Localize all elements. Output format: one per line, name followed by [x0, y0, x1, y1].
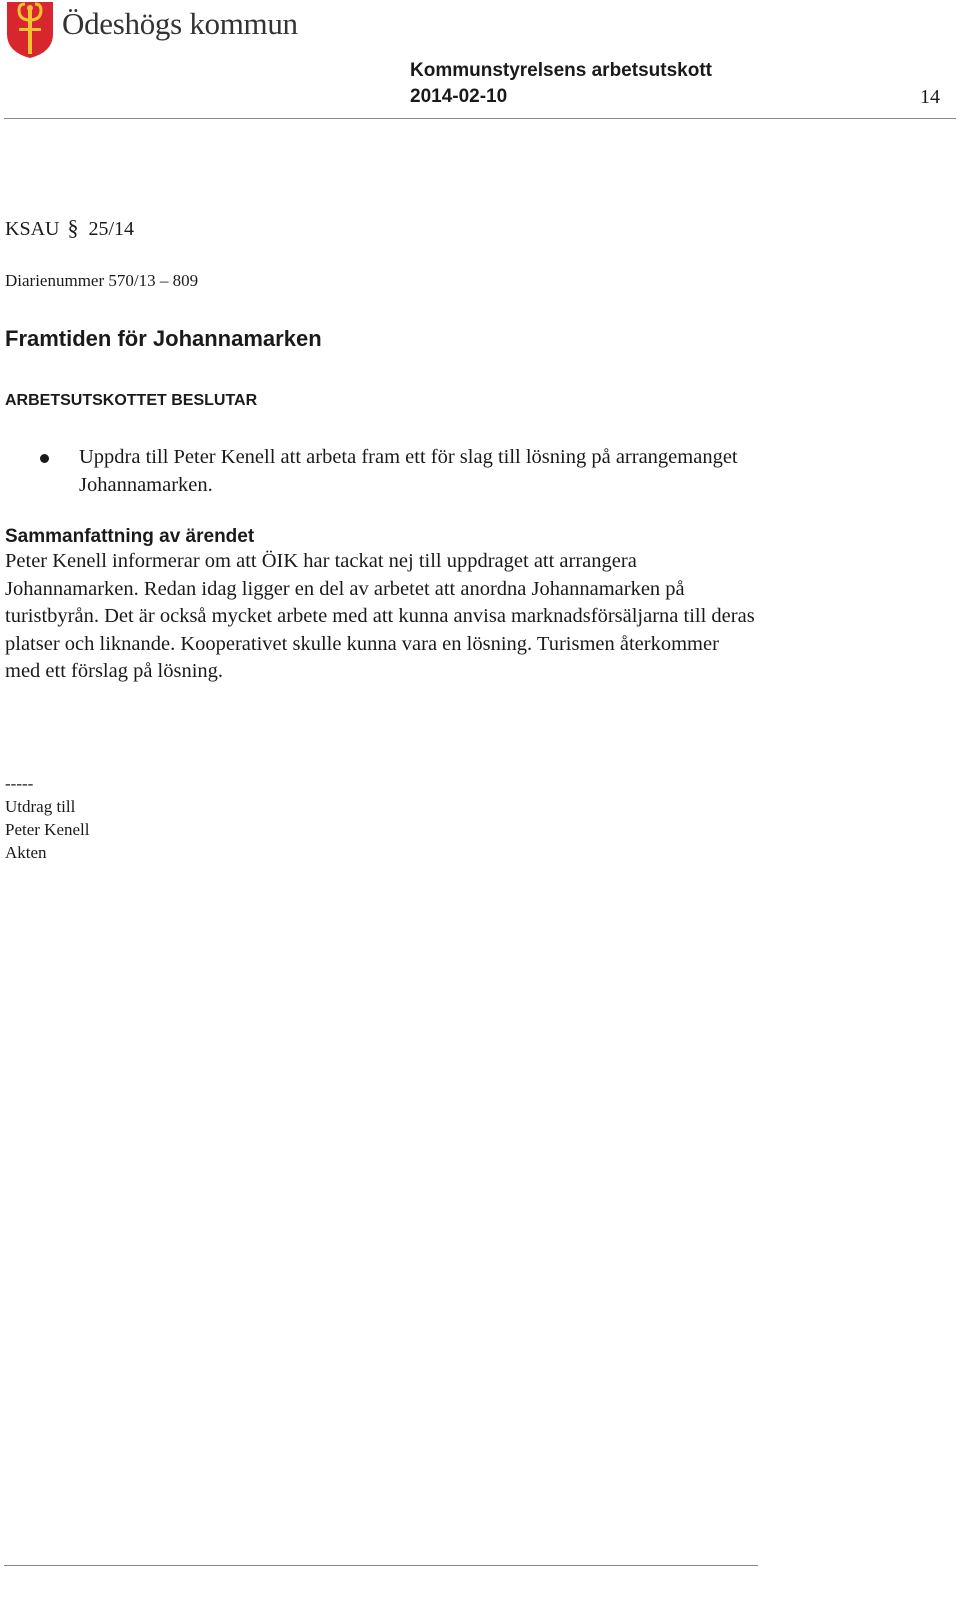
decision-list: [0, 443, 760, 499]
decision-item-text: Uppdra till Peter Kenell att arbeta fram ett för slag till lösning på arrangemanget Johannamarken.: [79, 446, 738, 496]
municipality-name: Ödeshögs kommun: [62, 6, 298, 41]
meeting-date: 2014-02-10: [410, 86, 508, 107]
case-prefix: KSAU: [5, 218, 60, 240]
footer-divider: [4, 1565, 758, 1566]
distribution-separator: -----: [5, 774, 34, 793]
municipality-coat-of-arms-icon: [5, 0, 55, 60]
page-number: 14: [920, 86, 940, 108]
case-reference: [5, 215, 134, 241]
header-divider: [4, 118, 956, 119]
summary-heading: Sammanfattning av ärendet: [5, 526, 255, 547]
diarienummer: Diarienummer 570/13 – 809: [5, 271, 199, 290]
distribution-recipient: Peter Kenell: [5, 820, 90, 839]
paragraph-symbol: §: [67, 215, 79, 240]
distribution-recipient: Akten: [5, 843, 47, 862]
committee-name: Kommunstyrelsens arbetsutskott: [410, 60, 712, 81]
case-title: Framtiden för Johannamarken: [5, 326, 322, 351]
decision-heading: ARBETSUTSKOTTET BESLUTAR: [5, 392, 258, 409]
distribution-list: [5, 772, 90, 864]
case-number: 25/14: [88, 218, 135, 240]
decision-item: [0, 443, 760, 499]
distribution-label: Utdrag till: [5, 797, 76, 816]
bullet-icon: [40, 454, 49, 463]
summary-text: Peter Kenell informerar om att ÖIK har tackat nej till uppdraget att arrangera Johannamarken. Redan idag ligger en del av arbetet att anordna Johannamarken på turistbyrån. Det är också mycket arbete med att kunna anvisa marknadsförsäljarna till deras platser och liknande. Kooperativet skulle kunna vara en lösning. Turismen återkommer med ett förslag på lösning.: [5, 550, 755, 682]
